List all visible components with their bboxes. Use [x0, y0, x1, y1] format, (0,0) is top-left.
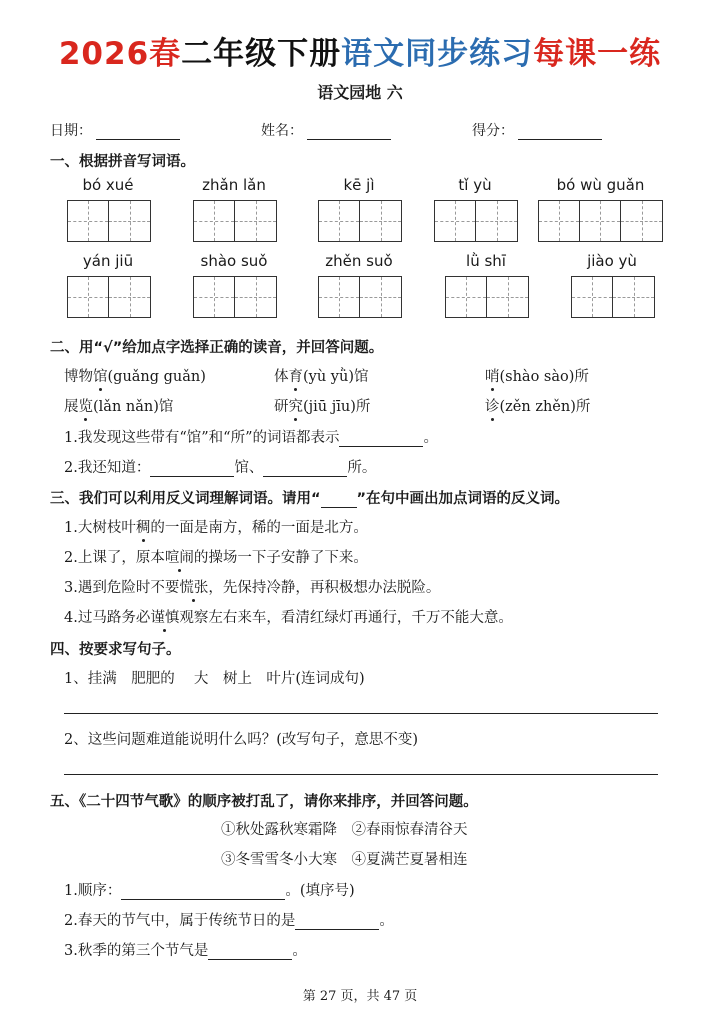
answer-line[interactable]: [64, 774, 658, 775]
reading-choice[interactable]: 诊(zěn zhěn)所: [485, 395, 590, 416]
answer-line[interactable]: [64, 713, 658, 714]
question-5-1: 1.顺序： 。(填序号): [64, 883, 355, 899]
writing-grid[interactable]: [193, 276, 277, 318]
answer-blank[interactable]: [121, 885, 285, 900]
pinyin-label: kē jì: [343, 176, 375, 194]
lesson-title: 语文园地 六: [317, 83, 403, 102]
title-subject: 语文同步练习: [341, 36, 534, 72]
answer-blank[interactable]: [295, 915, 379, 930]
reading-choice[interactable]: 博物馆(guǎng guǎn): [64, 365, 206, 386]
score-field[interactable]: 得分：: [472, 120, 602, 140]
section-5-heading: 五、《二十四节气歌》的顺序被打乱了，请你来排序，并回答问题。: [50, 794, 478, 810]
section-2-heading: 二、用“√”给加点字选择正确的读音，并回答问题。: [50, 340, 384, 356]
pinyin-label: shào suǒ: [200, 252, 268, 270]
writing-grid[interactable]: [193, 200, 277, 242]
sentence-item: 1.大树枝叶稠的一面是南方，稀的一面是北方。: [64, 516, 368, 537]
writing-grid[interactable]: [318, 200, 402, 242]
pinyin-label: zhěn suǒ: [325, 252, 393, 270]
answer-blank[interactable]: [263, 462, 347, 477]
sentence-item: 4.过马路务必谨慎观察左右来车，看清红绿灯再通行，千万不能大意。: [64, 606, 513, 627]
pinyin-label: bó wù guǎn: [556, 176, 645, 194]
pinyin-label: tǐ yù: [458, 176, 492, 194]
question-5-2: 2.春天的节气中，属于传统节日的是 。: [64, 913, 394, 929]
question-4-2: 2、这些问题难道能说明什么吗？(改写句子，意思不变): [64, 732, 419, 748]
name-field[interactable]: 姓名：: [261, 120, 391, 140]
section-1-heading: 一、根据拼音写词语。: [50, 154, 195, 170]
answer-blank[interactable]: [339, 432, 423, 447]
section-4-heading: 四、按要求写句子。: [50, 642, 181, 658]
title-grade: 二年级下册: [181, 36, 342, 72]
page-number: 第 27 页，共 47 页: [302, 989, 418, 1004]
title-practice: 每课一练: [533, 36, 662, 72]
writing-grid[interactable]: [434, 200, 518, 242]
question-2-1: 1.我发现这些带有“馆”和“所”的词语都表示 。: [64, 430, 438, 446]
solar-term-options: ①秋处露秋寒霜降 ②春雨惊春清谷天: [221, 822, 468, 838]
reading-choice[interactable]: 哨(shào sào)所: [485, 365, 589, 386]
writing-grid[interactable]: [445, 276, 529, 318]
writing-grid[interactable]: [318, 276, 402, 318]
sentence-item: 2.上课了，原本喧闹的操场一下子安静了下来。: [64, 546, 368, 567]
pinyin-label: bó xué: [82, 176, 134, 194]
pinyin-label: zhǎn lǎn: [202, 176, 266, 194]
question-4-1: 1、挂满 肥肥的 大 树上 叶片(连词成句): [64, 671, 365, 687]
date-field[interactable]: 日期：: [50, 120, 180, 140]
pinyin-label: yán jiū: [82, 252, 134, 270]
writing-grid[interactable]: [67, 200, 151, 242]
reading-choice[interactable]: 展览(lǎn nǎn)馆: [64, 395, 173, 416]
writing-grid[interactable]: [571, 276, 655, 318]
pinyin-label: jiào yù: [587, 252, 637, 270]
writing-grid[interactable]: [67, 276, 151, 318]
question-5-3: 3.秋季的第三个节气是 。: [64, 943, 307, 959]
reading-choice[interactable]: 研究(jiū jīu)所: [274, 395, 370, 416]
answer-blank[interactable]: [208, 945, 292, 960]
question-2-2: 2.我还知道： 馆、 所。: [64, 460, 377, 476]
solar-term-options: ③冬雪雪冬小大寒 ④夏满芒夏暑相连: [221, 852, 468, 868]
writing-grid[interactable]: [538, 200, 663, 242]
worksheet-title: [0, 28, 720, 73]
answer-blank[interactable]: [150, 462, 234, 477]
section-3-heading: 三、我们可以利用反义词理解词语。请用“ ”在句中画出加点词语的反义词。: [50, 491, 570, 507]
pinyin-label: lǜ shī: [466, 252, 506, 270]
reading-choice[interactable]: 体育(yù yǜ)馆: [274, 365, 368, 386]
title-year: 2026春: [58, 36, 182, 72]
sentence-item: 3.遇到危险时不要慌张，先保持冷静，再积极想办法脱险。: [64, 576, 440, 597]
